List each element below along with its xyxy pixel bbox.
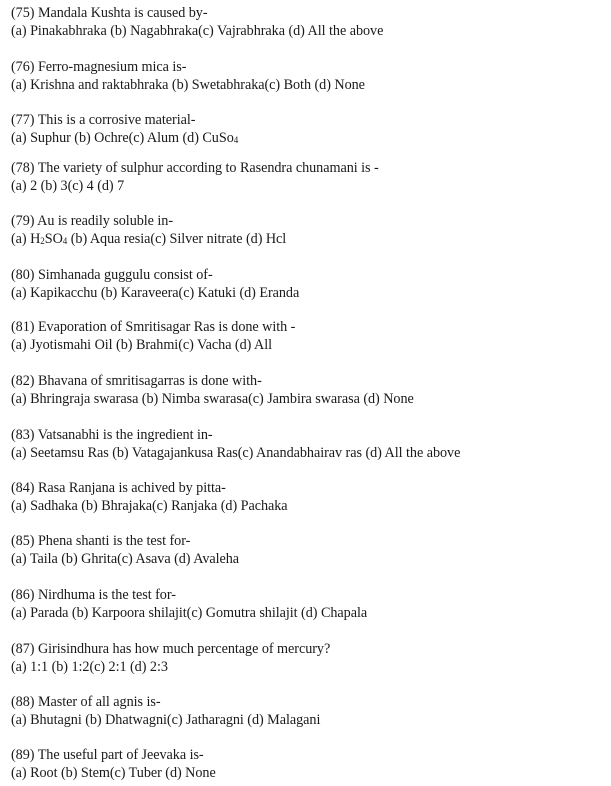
question-85-options: (a) Taila (b) Ghrita(c) Asava (d) Avaleha xyxy=(11,551,240,567)
question-number: (80) xyxy=(11,267,35,283)
question-text: Ferro-magnesium mica is- xyxy=(37,59,187,75)
question-75 xyxy=(11,4,609,40)
question-89 xyxy=(11,746,609,782)
question-76 xyxy=(11,58,609,94)
question-75-stem xyxy=(11,4,609,22)
question-text: Master of all agnis is- xyxy=(37,694,161,710)
question-78 xyxy=(11,159,609,195)
question-number: (79) xyxy=(11,213,35,229)
question-86 xyxy=(11,586,609,622)
subscript: 2 xyxy=(40,236,45,246)
question-79-options xyxy=(11,230,609,248)
question-number: (84) xyxy=(11,480,35,496)
question-number: (85) xyxy=(11,533,35,549)
question-81 xyxy=(11,318,609,354)
question-77-options xyxy=(11,129,609,147)
question-text: This is a corrosive material- xyxy=(37,112,196,128)
question-number: (87) xyxy=(11,641,35,657)
question-number: (75) xyxy=(11,5,35,21)
question-75-options: (a) Pinakabhraka (b) Nagabhraka(c) Vajrabhraka (d) All the above xyxy=(11,23,384,39)
subscript: 4 xyxy=(233,135,239,145)
question-81-options: (a) Jyotismahi Oil (b) Brahmi(c) Vacha (d) All xyxy=(11,337,273,353)
question-text: Nirdhuma is the test for- xyxy=(37,587,176,603)
question-87 xyxy=(11,640,609,676)
question-81-stem xyxy=(11,318,609,336)
question-text: Girisindhura has how much percentage of mercury? xyxy=(37,641,331,657)
question-text: Bhavana of smritisagarras is done with- xyxy=(37,373,262,389)
options-text: SO xyxy=(44,231,63,247)
question-number: (86) xyxy=(11,587,35,603)
question-83 xyxy=(11,426,609,462)
question-80-options: (a) Kapikacchu (b) Karaveera(c) Katuki (d) Eranda xyxy=(11,285,300,301)
question-number: (83) xyxy=(11,427,35,443)
question-88-options: (a) Bhutagni (b) Dhatwagni(c) Jatharagni (d) Malagani xyxy=(11,712,321,728)
question-79 xyxy=(11,212,609,248)
question-number: (76) xyxy=(11,59,35,75)
question-88 xyxy=(11,693,609,729)
question-80-stem xyxy=(11,266,609,284)
question-text: Phena shanti is the test for- xyxy=(37,533,191,549)
question-82-options: (a) Bhringraja swarasa (b) Nimba swarasa(c) Jambira swarasa (d) None xyxy=(11,391,414,407)
question-87-options: (a) 1:1 (b) 1:2(c) 2:1 (d) 2:3 xyxy=(11,659,168,675)
question-79-stem xyxy=(11,212,609,230)
question-number: (88) xyxy=(11,694,35,710)
question-text: The variety of sulphur according to Rasendra chunamani is - xyxy=(37,160,379,176)
options-text: (b) Aqua resia(c) Silver nitrate (d) Hcl xyxy=(67,231,287,247)
question-76-options: (a) Krishna and raktabhraka (b) Swetabhraka(c) Both (d) None xyxy=(11,77,365,93)
question-text: Simhanada guggulu consist of- xyxy=(37,267,213,283)
question-88-stem xyxy=(11,693,609,711)
options-text: (a) H xyxy=(11,231,41,247)
question-89-stem xyxy=(11,746,609,764)
question-78-options: (a) 2 (b) 3(c) 4 (d) 7 xyxy=(11,178,125,194)
question-82-stem xyxy=(11,372,609,390)
question-89-options: (a) Root (b) Stem(c) Tuber (d) None xyxy=(11,765,216,781)
question-number: (81) xyxy=(11,319,35,335)
question-86-stem xyxy=(11,586,609,604)
question-87-stem xyxy=(11,640,609,658)
question-86-options: (a) Parada (b) Karpoora shilajit(c) Gomutra shilajit (d) Chapala xyxy=(11,605,368,621)
question-text: Rasa Ranjana is achived by pitta- xyxy=(37,480,226,496)
question-85-stem xyxy=(11,532,609,550)
question-number: (77) xyxy=(11,112,35,128)
question-82 xyxy=(11,372,609,408)
question-85 xyxy=(11,532,609,568)
question-text: Mandala Kushta is caused by- xyxy=(37,5,208,21)
question-text: Vatsanabhi is the ingredient in- xyxy=(37,427,213,443)
question-number: (78) xyxy=(11,160,35,176)
question-84 xyxy=(11,479,609,515)
question-84-options: (a) Sadhaka (b) Bhrajaka(c) Ranjaka (d) Pachaka xyxy=(11,498,288,514)
question-83-stem xyxy=(11,426,609,444)
question-text: Evaporation of Smritisagar Ras is done with - xyxy=(37,319,296,335)
question-78-stem xyxy=(11,159,609,177)
question-77-stem xyxy=(11,111,609,129)
question-76-stem xyxy=(11,58,609,76)
question-text: Au is readily soluble in- xyxy=(37,213,174,229)
question-84-stem xyxy=(11,479,609,497)
options-text: (a) Suphur (b) Ochre(c) Alum (d) CuSo xyxy=(11,130,234,146)
question-text: The useful part of Jeevaka is- xyxy=(37,747,204,763)
question-80 xyxy=(11,266,609,302)
question-number: (89) xyxy=(11,747,35,763)
question-77 xyxy=(11,111,609,147)
question-83-options: (a) Seetamsu Ras (b) Vatagajankusa Ras(c) Anandabhairav ras (d) All the above xyxy=(11,445,461,461)
question-number: (82) xyxy=(11,373,35,389)
subscript: 4 xyxy=(62,236,68,246)
